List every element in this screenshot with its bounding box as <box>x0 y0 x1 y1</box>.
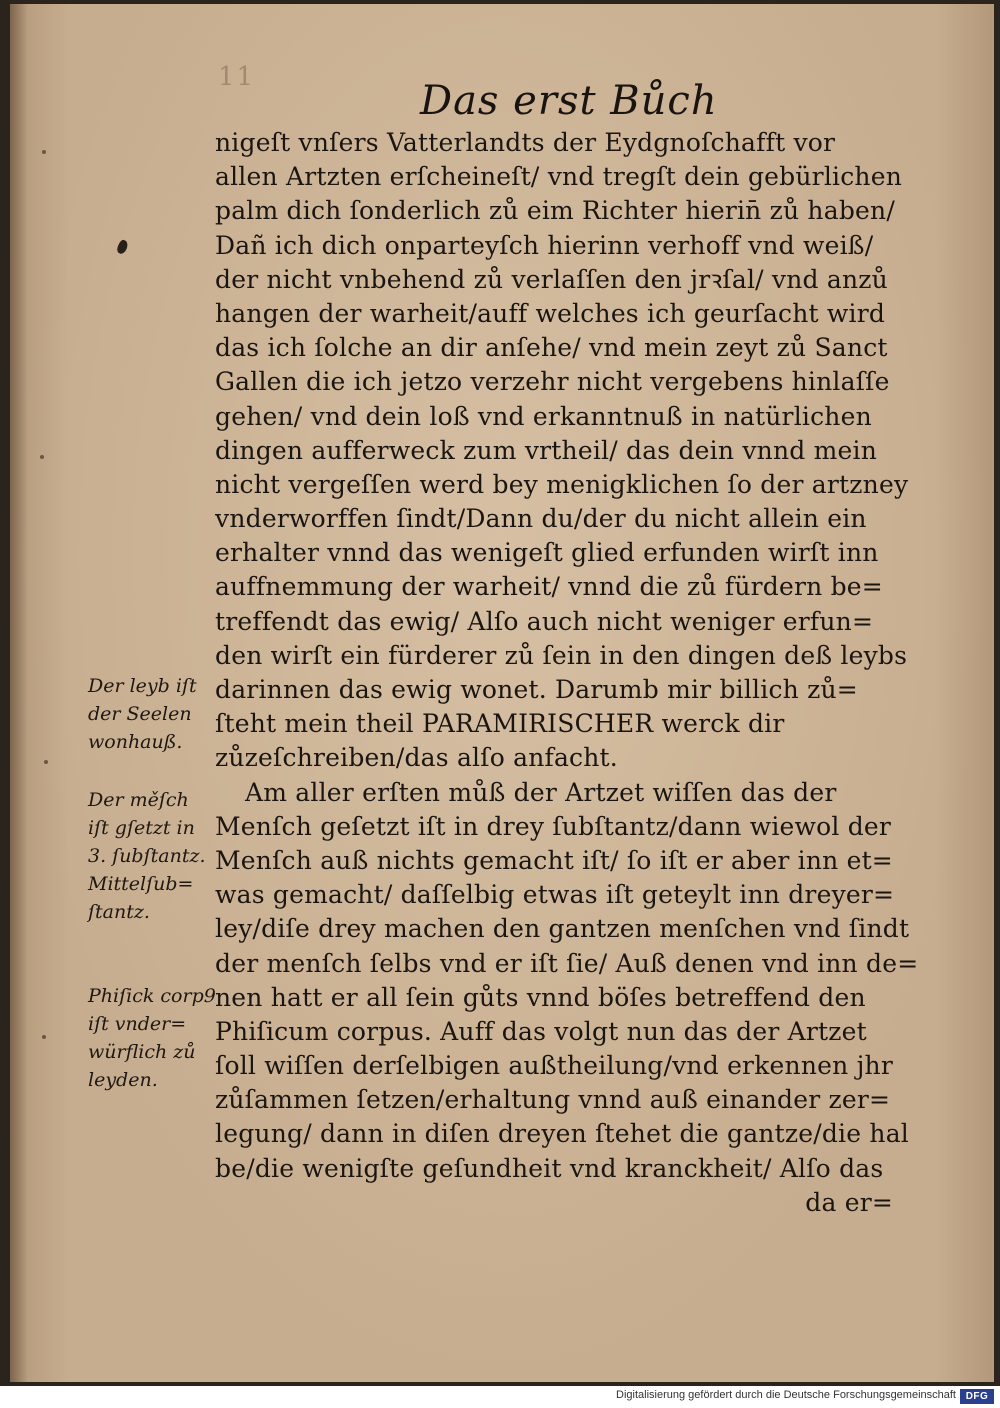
text-line: Am aller erſten můß der Artzet wiſſen das der <box>245 777 837 807</box>
text-line: darinnen das ewig wonet. Darumb mir billich zů= <box>215 675 858 704</box>
text-line: das ich ſolche an dir anſehe/ vnd mein zeyt zů Sanct <box>215 333 888 363</box>
marginal-note-line: Der měſch <box>88 789 189 811</box>
marginal-note-line: ſtantz. <box>88 901 150 923</box>
marginal-note-line: iſt gſetzt in <box>88 817 195 839</box>
text-line: Menſch geſetzt iſt in drey ſubſtantz/dann wiewol der <box>215 811 892 841</box>
text-line: Menſch auß nichts gemacht iſt/ ſo iſt er aber inn et= <box>215 845 893 875</box>
paper-speck <box>42 1035 46 1039</box>
marginal-note-line: Der leyb iſt <box>88 675 197 697</box>
paper-speck <box>42 150 46 154</box>
text-line: nicht vergeſſen werd bey menigklichen ſo der artzney <box>215 469 909 499</box>
text-line: palm dich ſonderlich zů eim Richter hierin̄ zů haben/ <box>215 196 895 226</box>
marginal-note-line: 3. ſubſtantz. <box>88 845 206 867</box>
marginal-note-line: leyden. <box>88 1069 158 1091</box>
page-number: 11 <box>218 62 256 92</box>
text-line: hangen der warheit/auff welches ich geurſacht wird <box>215 298 886 328</box>
text-line: Phiſicum corpus. Auff das volgt nun das der Artzet <box>215 1016 867 1046</box>
text-line: auffnemmung der warheit/ vnnd die zů fürdern be= <box>215 572 883 602</box>
text-line: Dañ ich dich onparteyſch hierinn verhoff vnd weiß/ <box>215 230 874 260</box>
marginal-note-line: der Seelen <box>88 703 192 725</box>
paper-speck <box>44 760 48 764</box>
gutter-shadow <box>10 4 28 1382</box>
text-line: be/die wenigſte geſundheit vnd kranckheit/ Alſo das <box>215 1153 884 1183</box>
dfg-logo-icon: DFG <box>960 1389 994 1404</box>
text-line: was gemacht/ daſſelbig etwas iſt geteylt inn dreyer= <box>215 880 895 910</box>
marginal-note-line: Mittelſub= <box>88 873 194 895</box>
text-line: ley/diſe drey machen den gantzen menſchen vnd ſindt <box>215 914 910 944</box>
text-line: nen hatt er all ſein gůts vnnd böſes betreffend den <box>215 982 866 1012</box>
text-line: gehen/ vnd dein loß vnd erkanntnuß in natürlichen <box>215 401 872 431</box>
text-line: dingen aufferweck zum vrtheil/ das dein vnnd mein <box>215 435 877 465</box>
funding-credit: Digitalisierung gefördert durch die Deutsche Forschungsgemeinschaft <box>616 1389 956 1401</box>
text-line: der nicht vnbehend zů verlaſſen den jrꝛſal/ vnd anzů <box>215 264 888 294</box>
marginal-note-line: iſt vnder= <box>88 1013 187 1035</box>
text-line: allen Artzten erſcheineſt/ vnd tregſt dein gebürlichen <box>215 162 903 192</box>
text-line: erhalter vnnd das wenigeſt glied erfunden wirſt inn <box>215 538 879 568</box>
marginal-note-line: Phiſick corp9 <box>88 985 216 1007</box>
text-line: treffendt das ewig/ Alſo auch nicht weniger erfun= <box>215 606 874 636</box>
text-line: nigeſt vnſers Vatterlandts der Eydgnoſchafft vor <box>215 128 836 157</box>
text-line: Gallen die ich jetzo verzehr nicht vergebens hinlaſſe <box>215 367 890 397</box>
marginal-note-line: wonhauß. <box>88 731 183 753</box>
marginal-note <box>88 982 216 1094</box>
text-line: zůſammen ſetzen/erhaltung vnnd auß einander zer= <box>215 1085 891 1115</box>
text-line: den wirſt ein fürderer zů ſein in den dingen deß leybs <box>215 640 908 670</box>
marginal-note <box>88 672 197 756</box>
footer-bar <box>0 1386 1000 1408</box>
marginal-note-line: würflich zů <box>88 1041 196 1063</box>
paper-speck <box>40 455 44 459</box>
text-line: ſteht mein theil PARAMIRISCHER werck dir <box>215 709 785 739</box>
running-head: Das erst Bůch <box>420 78 718 124</box>
marginal-note <box>88 786 206 926</box>
text-line: ſoll wiſſen derſelbigen außtheilung/vnd erkennen jhr <box>215 1051 894 1081</box>
catchword: da er= <box>805 1187 893 1217</box>
text-line: der menſch ſelbs vnd er iſt ſie/ Auß denen vnd inn de= <box>215 948 919 978</box>
body-text <box>215 126 919 1220</box>
text-line: zůzeſchreiben/das alſo anfacht. <box>215 743 618 773</box>
text-line: vnderworffen ſindt/Dann du/der du nicht allein ein <box>215 504 867 534</box>
text-line: legung/ dann in diſen dreyen ſtehet die gantze/die hal <box>215 1119 909 1149</box>
